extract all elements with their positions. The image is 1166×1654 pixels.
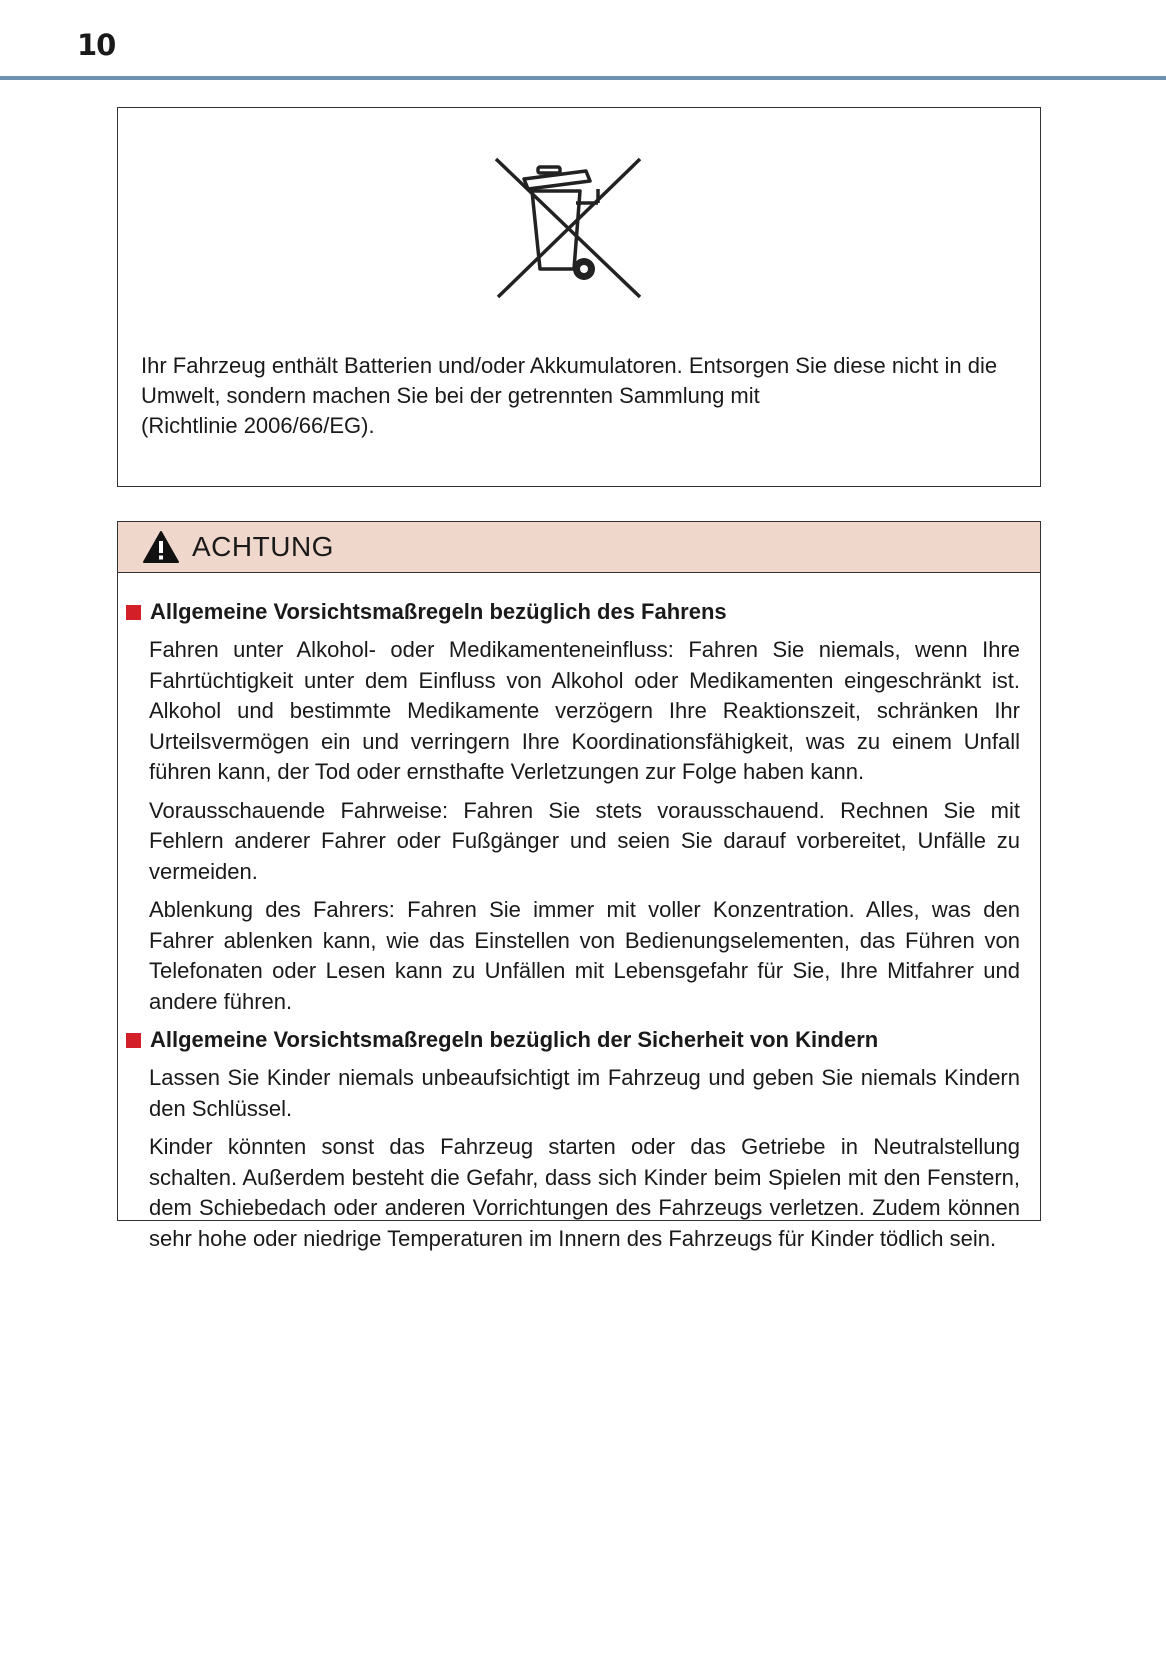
paragraph: Vorausschauende Fahrweise: Fahren Sie stets vorausschauend. Rechnen Sie mit Fehlern anderer Fahrer oder Fußgänger und seien Sie darauf vorbereitet, Unfälle zu vermeiden. (149, 797, 1020, 884)
section-heading-text: Allgemeine Vorsichtsmaßregeln bezüglich des Fahrens (150, 599, 727, 624)
disposal-line: (Richtlinie 2006/66/EG). (141, 413, 375, 438)
warning-section (126, 597, 1020, 1017)
page-number: 10 (77, 28, 116, 62)
red-square-bullet-icon (126, 605, 141, 620)
paragraph: Fahren unter Alkohol- oder Medikamenteneinfluss: Fahren Sie niemals, wenn Ihre Fahrtüchtigkeit unter dem Einfluss von Alkohol oder Medikamenten eingeschränkt ist. Alkohol und bestimmte Medikamente verzögern Ihre Reaktionszeit, schränken Ihr Urteilsvermögen ein und verringern Ihre Koordinationsfähigkeit, was zu einem Unfall führen kann, der Tod oder ernsthafte Verletzungen zur Folge haben kann. (149, 637, 1020, 784)
warning-box (117, 521, 1041, 1251)
warning-header (118, 522, 1040, 573)
red-square-bullet-icon (126, 1033, 141, 1048)
section-heading (126, 1025, 1020, 1055)
section-heading (126, 597, 1020, 627)
disposal-text (141, 351, 1011, 441)
warning-triangle-icon (142, 530, 180, 564)
header-rule (0, 76, 1166, 80)
paragraph: Lassen Sie Kinder niemals unbeaufsichtigt im Fahrzeug und geben Sie niemals Kindern den Schlüssel. (149, 1065, 1020, 1121)
warning-body (118, 573, 1040, 1254)
paragraph: Ablenkung des Fahrers: Fahren Sie immer mit voller Konzentration. Alles, was den Fahrer ablenken kann, wie das Einstellen von Bedienungselementen, das Führen von Telefonaten oder Lesen kann zu Unfällen mit Lebensgefahr für Sie, Ihre Mitfahrer und andere führen. (149, 897, 1020, 1014)
disposal-line: Umwelt, sondern machen Sie bei der getrennten Sammlung mit (141, 383, 760, 408)
warning-section (126, 1025, 1020, 1254)
disposal-notice-box (117, 107, 1041, 487)
disposal-line: Ihr Fahrzeug enthält Batterien und/oder Akkumulatoren. Entsorgen Sie diese nicht in die (141, 353, 998, 378)
warning-title: ACHTUNG (192, 531, 334, 562)
crossed-out-wheelie-bin-icon (488, 153, 648, 303)
paragraph: Kinder könnten sonst das Fahrzeug starten oder das Getriebe in Neutralstellung schalten. Außerdem besteht die Gefahr, dass sich Kinder beim Spielen mit den Fenstern, dem Schiebedach oder anderen Vorrichtungen des Fahrzeugs verletzen. Zudem können sehr hohe oder niedrige Temperaturen im Innern des Fahrzeugs für Kinder tödlich sein. (149, 1134, 1020, 1251)
section-heading-text: Allgemeine Vorsichtsmaßregeln bezüglich der Sicherheit von Kindern (150, 1027, 879, 1052)
